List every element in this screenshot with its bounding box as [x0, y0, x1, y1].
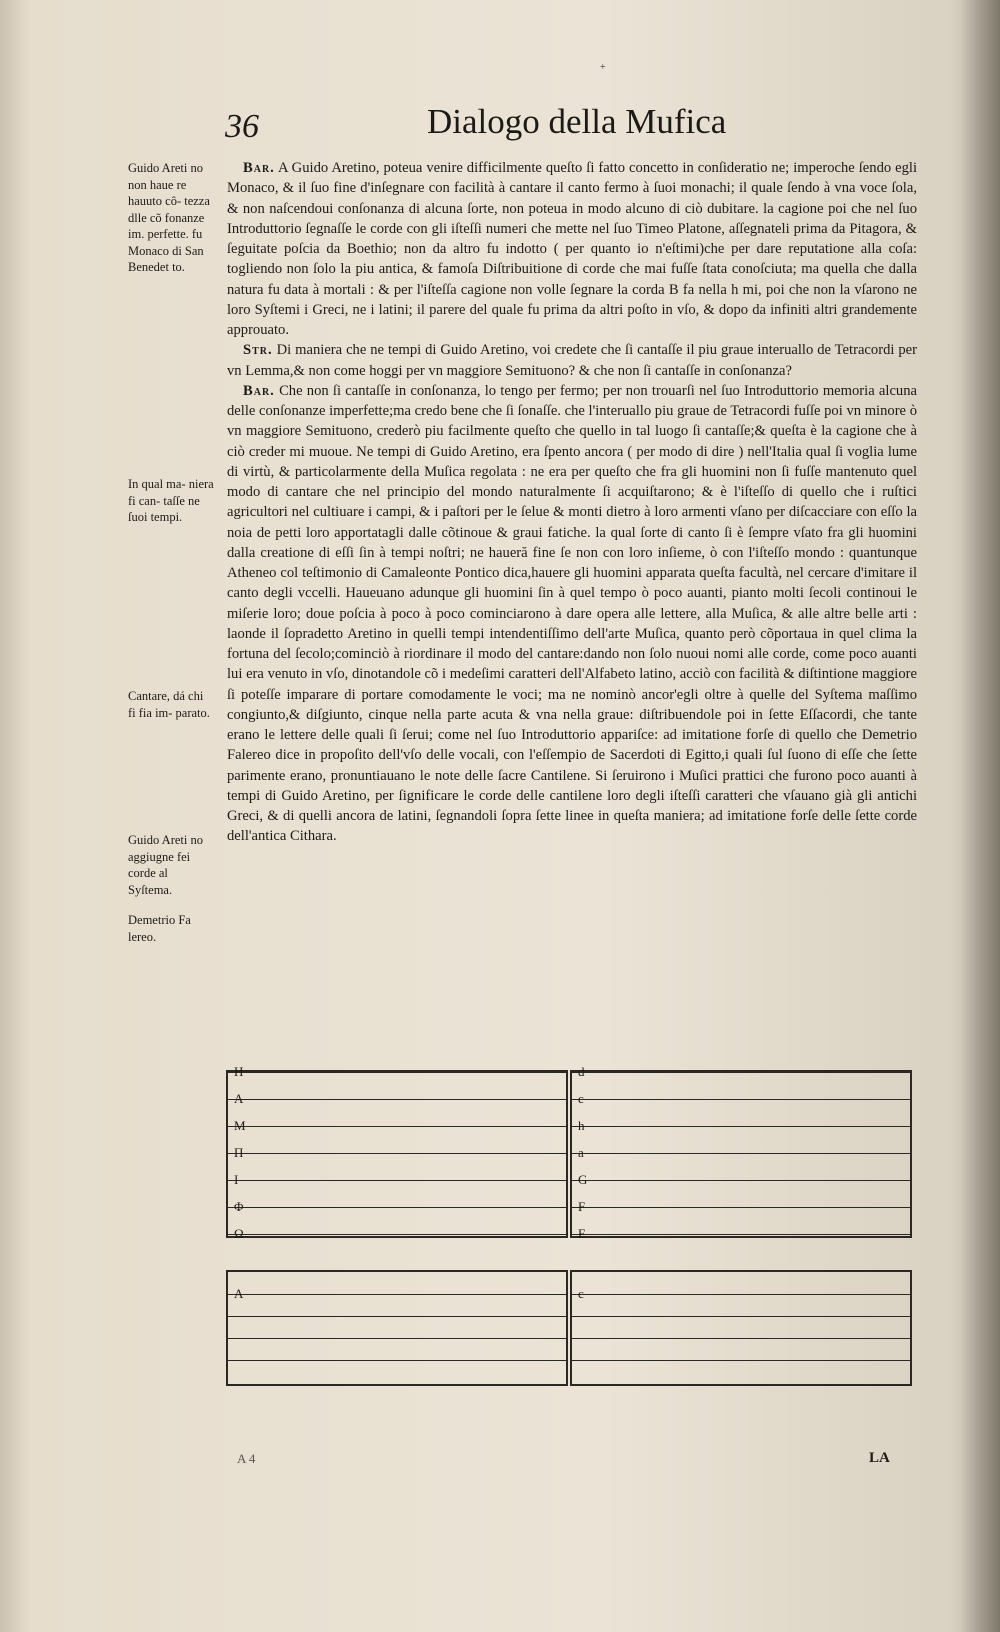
- paragraph: [227, 158, 917, 340]
- staff-line: [228, 1207, 566, 1208]
- staff-line: [228, 1180, 566, 1181]
- staff-letter: I: [234, 1172, 239, 1187]
- staff-letter: a: [578, 1145, 584, 1160]
- staff-letter: c: [578, 1286, 584, 1301]
- upper-left-staff: [226, 1064, 568, 1241]
- paragraph-text: Che non ſi cantaſſe in conſonanza, lo tengo per fermo; per non trouarſi nel ſuo Introduttorio memoria alcuna delle conſonanze imperfette;ma credo bene che ſi ſonaſſe. che l'interuallo piu graue de Tetracordi fuſſe poi vn minore ò vn maggiore Semituono, crederò piu facilmente queſto che quello in tal luogo ſi cantaſſe;& queſta è la cagione che à ciò creder mi muoue. Ne tempi di Guido Aretino, era ſpento ancora ( per modo di dire ) nell'Italia qual ſi voglia lume di virtù, & particolarmente della Muſica regolata : ne era per queſto che fra gli huomini non ſi fuſſe mantenuto quel modo di cantare che nel principio del mondo naturalmente ſi acquiſtarono; & è l'iſteſſo di quello che i ruſtici agricultori nel cultiuare i campi, & i paſtori per le ſelue & monti dietro à loro armenti vſano per diſcacciare con eſſo la noia de petti loro apportatagli dalle cõtinoue & graui fatiche. la qual ſorte di canto ſi è ſempre vſato fra gli huomini dalla creatione di eſſi ſin à tempi noſtri; ne haueră fine ſe non con loro inſieme, ò con l'iſteſſo mondo : quantunque Atheneo col teſtimonio di Camaleonte Pontico dica,hauere gli huomini apparata queſta facultà, nel cercare d'imitare il canto degli vccelli. Haueuano adunque gli huomini ſin à quel tempo ò poco auanti, pianto molti ſecoli continoui le miſerie loro; doue poſcia à poco à poco cominciarono à dare opera alle lettere, alla Muſica, & alle altre belle arti : laonde il ſopradetto Aretino in quelli tempi intendentiſſimo dell'arte Muſica, quanto però cõportaua in quel clima la fortuna del ſecolo;cominciò à riordinare il modo del cantare:dando non ſolo nuoui nomi alle corde, come poco auanti lui era venuto in vſo, dinotandole cõ i medeſimi caratteri dell'Alfabeto latino, acciò con facilità & diſtintione maggiore ſi poteſſe imparare di portare comodamente le voci; ma ne nominò ancor'egli oltre à quelle del Syſtema maſſimo congiunto,& diſgiunto, cinque nella parte acuta & vna nella graue: diſtribuendole poi in ſette Eſſacordi, che tante erano le lettere delle quali ſi ſerui; come nel ſuo Introduttorio appariſce: ad imitatione forſe di quello che Demetrio Falereo dice in propoſito dell'vſo delle vocali, con l'eſſempio de Sacerdoti di Egitto,i quali ſul ſuono di eſſe che ſette parimente erano, pronuntiauano le note delle ſacre Cantilene. Si ſeruirono i Muſici prattici che furono poco auanti à tempi di Guido Aretino, per ſignificare le corde delle cantilene loro degli iſteſſi caratteri che vſauano già gli antichi Greci, & di quelli ancora de latini, ſegnandoli ſopra ſette linee in queſta maniera; ad imitatione forſe delle ſette corde dell'antica Cithara.: [227, 382, 917, 845]
- marginal-note: Demetrio Fa lereo.: [128, 913, 191, 944]
- speaker-label: Str.: [243, 342, 273, 359]
- staff-line: [228, 1360, 566, 1361]
- staff-letter: A: [234, 1286, 244, 1301]
- staff-line: [228, 1338, 566, 1339]
- staff-letter: h: [578, 1118, 585, 1133]
- staff-letter: F: [578, 1199, 586, 1214]
- staff-letter: M: [234, 1118, 246, 1133]
- staff-line: [572, 1126, 910, 1127]
- main-text-block: [227, 158, 917, 847]
- page-header: [225, 102, 725, 152]
- staff-letter: G: [578, 1172, 588, 1187]
- marginal-note: In qual ma- niera fi can- taſſe ne ſuoi tempi.: [128, 477, 214, 524]
- staff-line: [572, 1294, 910, 1295]
- marginal-note: Guido Areti no non haue re hauuto cô- tezza dlle cõ fonanze im. perfette. fu Monaco di San Benedet to.: [128, 161, 210, 274]
- page-number: 36: [225, 108, 259, 145]
- marginal-note: Cantare, dá chi fi fia im- parato.: [128, 689, 210, 720]
- paragraph: [227, 340, 917, 381]
- staff-letter: Φ: [234, 1199, 244, 1214]
- staff-letter: A: [234, 1091, 244, 1106]
- staff-line: [228, 1316, 566, 1317]
- catchword: LA: [869, 1450, 890, 1466]
- marginal-note: Guido Areti no aggiugne fei corde al Syſtema.: [128, 833, 203, 897]
- staff-line: [228, 1099, 566, 1100]
- staff-letter: c: [578, 1091, 584, 1106]
- staff-diagram: [218, 1064, 918, 1400]
- paragraph: [227, 381, 917, 847]
- staff-letter: Π: [234, 1145, 244, 1160]
- staff-line: [572, 1234, 910, 1235]
- staff-line: [572, 1360, 910, 1361]
- staff-line: [572, 1153, 910, 1154]
- running-head: Dialogo della Mufica: [427, 102, 727, 141]
- staff-line: [572, 1207, 910, 1208]
- upper-right-staff: [570, 1064, 912, 1241]
- staff-line: [572, 1180, 910, 1181]
- paragraph-text: A Guido Aretino, poteua venire difficilmente queſto ſi fatto concetto in conſideratio ne; imperoche ſendo egli Monaco, & il ſuo fine d'inſegnare con facilità à cantare il canto fermo à ſuoi monachi; il quale ſendo à vna voce ſola, & non naſcendoui conſonanza di alcuna ſorte, non poteua in modo alcuno di ciò dubitare. la cagione poi che nel ſuo Introduttorio ſegnaſſe le corde con gli iſteſſi numeri che mette nel ſuo Timeo Platone, aſſegnateli prima da Pitagora, & ſeguitate poſcia da Boethio; non da altro fu indotto ( per quanto io n'eſtimi)che per dare reputatione alla coſa: togliendo non ſolo la piu antica, & famoſa Diſtribuitione di corde che mai fuſſe ſtata conoſciuta; ma quella che dalla natura fu data à mortali : & per l'iſteſſa cagione non volle ſegnare la corda B fa nella h mi, poi che non la vſarono ne loro Syſtemi i Greci, ne i latini; il parere del quale fu prima da altri poſto in vſo, & dopo da infiniti altri grandemente approuato.: [227, 160, 917, 338]
- staff-letter: Ω: [234, 1226, 244, 1241]
- staff-letter: E: [578, 1226, 586, 1241]
- printer-mark: +: [600, 62, 606, 73]
- speaker-label: Bar.: [243, 382, 275, 399]
- lower-right-staff: [570, 1270, 912, 1386]
- staff-line: [228, 1072, 566, 1073]
- signature-mark: A 4: [237, 1451, 256, 1466]
- staff-line: [228, 1234, 566, 1235]
- speaker-label: Bar.: [243, 160, 275, 176]
- staff-line: [572, 1338, 910, 1339]
- staff-letter: H: [234, 1064, 244, 1079]
- staff-line: [228, 1153, 566, 1154]
- staff-line: [572, 1099, 910, 1100]
- lower-left-staff: [226, 1270, 568, 1386]
- paragraph-text: Di maniera che ne tempi di Guido Aretino, voi credete che ſi cantaſſe il piu graue interuallo de Tetracordi per vn Lemma,& non come hoggi per vn maggiore Semituono? & che non ſi cantaſſe in conſonanza?: [227, 342, 917, 379]
- binding-shadow: [960, 0, 1000, 1632]
- staff-line: [228, 1126, 566, 1127]
- staff-letter: d: [578, 1064, 585, 1079]
- staff-line: [572, 1316, 910, 1317]
- staff-line: [572, 1072, 910, 1073]
- staff-line: [228, 1294, 566, 1295]
